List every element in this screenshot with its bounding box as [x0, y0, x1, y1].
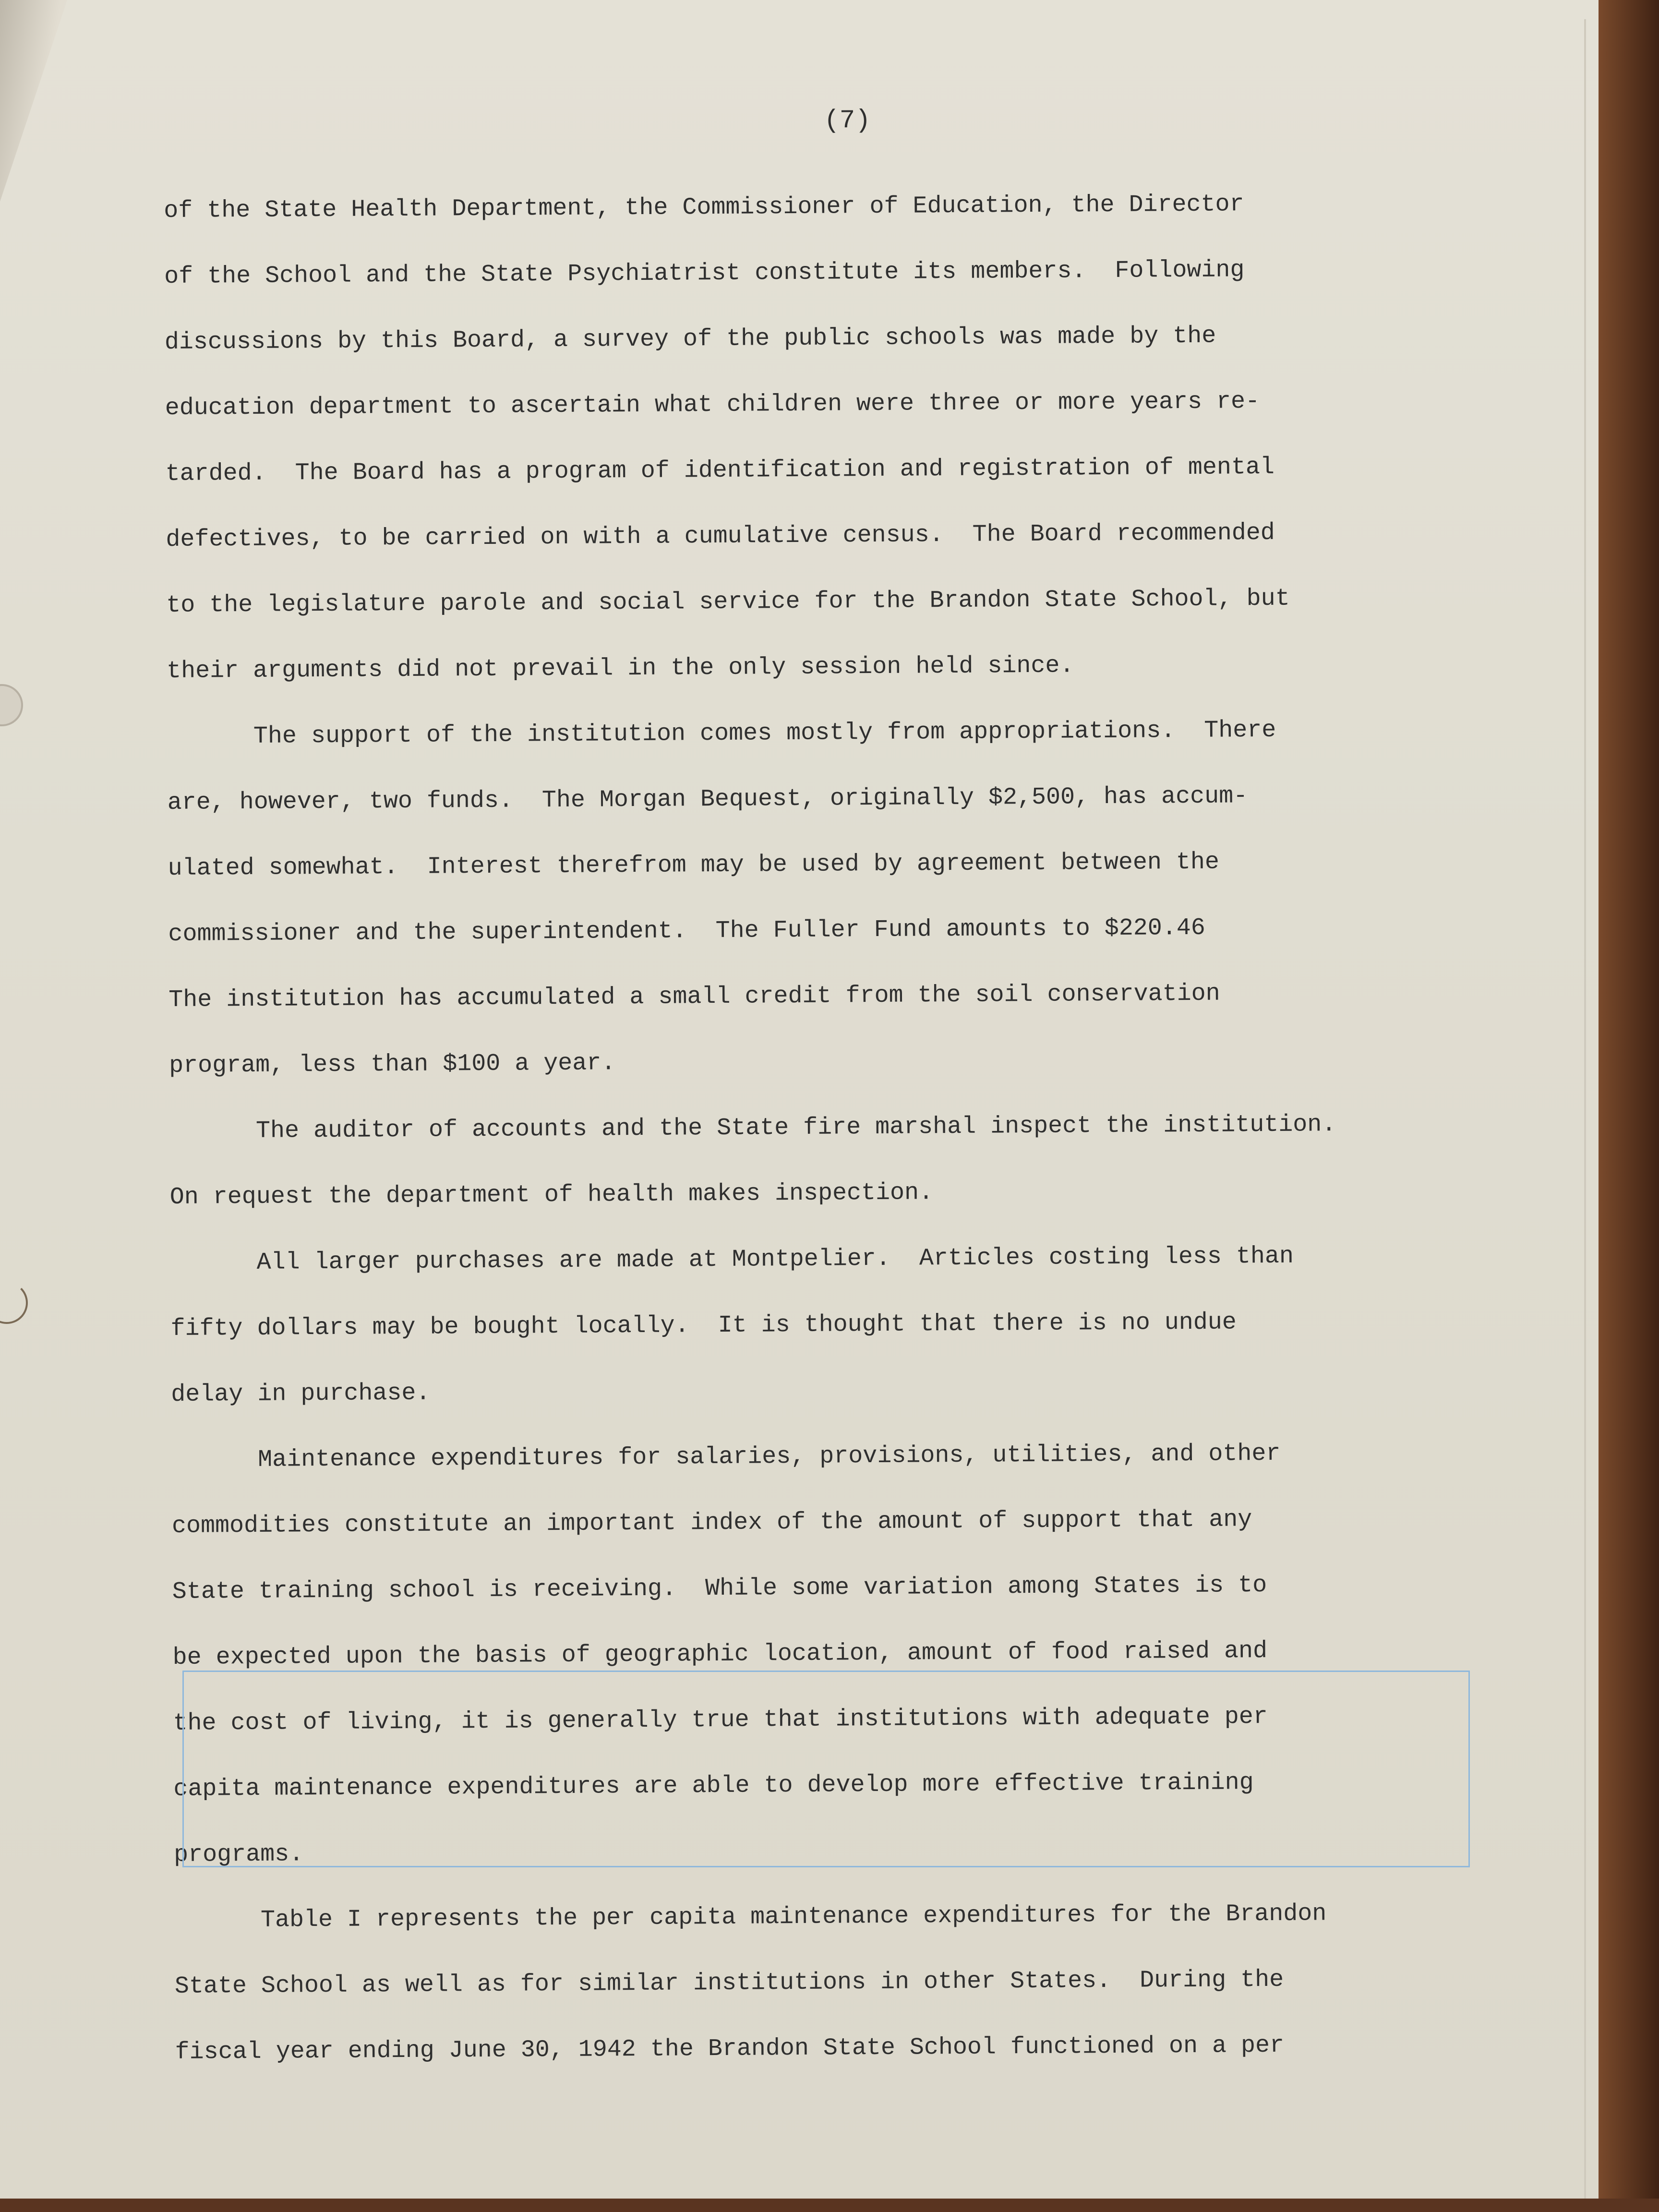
- text-line: delay in purchase.: [171, 1379, 431, 1408]
- text-line: commodities constitute an important index of the amount of support that any: [171, 1506, 1252, 1540]
- text-line: education department to ascertain what children were three or more years re-: [165, 388, 1260, 422]
- text-line: The support of the institution comes mostly from appropriations. There: [253, 716, 1276, 750]
- text-line: to the legislature parole and social service for the Brandon State School, but: [166, 585, 1290, 619]
- text-line: State School as well as for similar institutions in other States. During the: [174, 1966, 1284, 2000]
- text-line: The auditor of accounts and the State fire marshal inspect the institution.: [255, 1111, 1336, 1145]
- text-line: Table I represents the per capita maintenance expenditures for the Brandon: [260, 1900, 1327, 1934]
- page-number: (7): [824, 106, 871, 136]
- text-line: defectives, to be carried on with a cumulative census. The Board recommended: [166, 519, 1275, 553]
- text-line: ulated somewhat. Interest therefrom may be used by agreement between the: [168, 848, 1220, 882]
- text-line: are, however, two funds. The Morgan Bequest, originally $2,500, has accum-: [167, 782, 1248, 817]
- text-line: programs.: [174, 1840, 304, 1869]
- desk-edge: [0, 2199, 1659, 2212]
- text-line: be expected upon the basis of geographic location, amount of food raised and: [172, 1637, 1268, 1671]
- text-line: The institution has accumulated a small credit from the soil conservation: [168, 980, 1220, 1014]
- text-line: State training school is receiving. While some variation among States is to: [172, 1572, 1267, 1606]
- text-line: capita maintenance expenditures are able to develop more effective training: [173, 1769, 1254, 1803]
- selection-highlight-box[interactable]: [182, 1671, 1470, 1867]
- desk-background: [1599, 0, 1659, 2212]
- text-line: the cost of living, it is generally true that institutions with adequate per: [173, 1703, 1268, 1737]
- text-line: On request the department of health makes inspection.: [169, 1179, 934, 1211]
- text-line: program, less than $100 a year.: [168, 1049, 616, 1080]
- text-line: Maintenance expenditures for salaries, provisions, utilities, and other: [258, 1440, 1281, 1474]
- text-line: fiscal year ending June 30, 1942 the Brandon State School functioned on a per: [175, 2032, 1285, 2066]
- text-line: discussions by this Board, a survey of the public schools was made by the: [164, 322, 1216, 356]
- text-line: their arguments did not prevail in the only session held since.: [166, 652, 1074, 685]
- text-line: All larger purchases are made at Montpelier. Articles costing less than: [256, 1242, 1294, 1276]
- text-line: fifty dollars may be bought locally. It is thought that there is no undue: [170, 1309, 1237, 1343]
- text-line: commissioner and the superintendent. The Fuller Fund amounts to $220.46: [168, 914, 1205, 948]
- text-line: tarded. The Board has a program of identification and registration of mental: [165, 453, 1275, 488]
- text-line: of the School and the State Psychiatrist constitute its members. Following: [164, 256, 1245, 290]
- text-line: of the State Health Department, the Commissioner of Education, the Director: [164, 191, 1244, 225]
